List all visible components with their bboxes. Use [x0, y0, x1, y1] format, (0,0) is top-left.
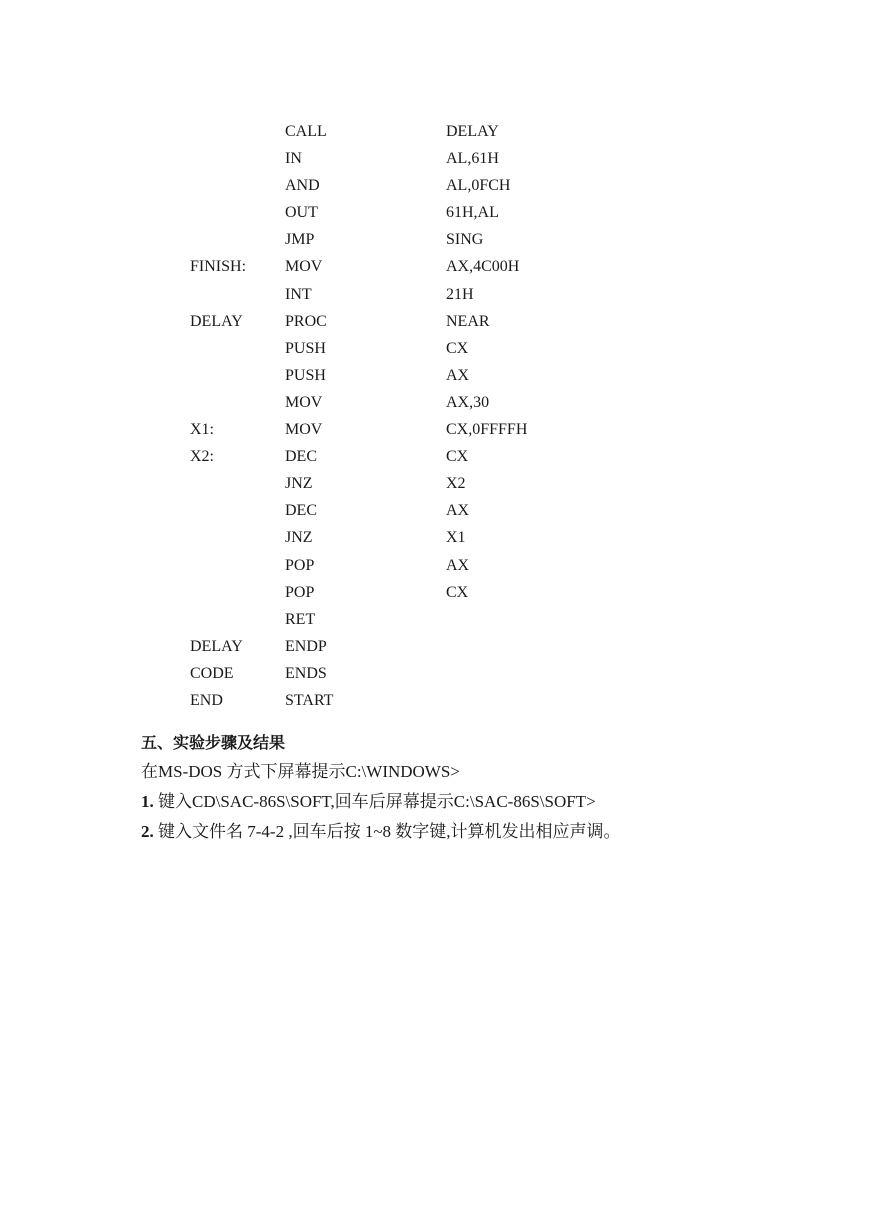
section-heading: 五、实验步骤及结果 [141, 733, 286, 752]
code-label: X2: [190, 448, 214, 466]
code-mnemonic: AND [285, 177, 320, 195]
code-operand: AX,30 [446, 393, 490, 411]
step-text: 键入文件名 7-4-2 ,回车后按 1~8 数字键,计算机发出相应声调。 [153, 822, 621, 841]
code-operand: CX [446, 448, 469, 466]
code-label: DELAY [190, 637, 243, 655]
step-number: 1. [141, 792, 154, 811]
code-operand: CX [446, 583, 469, 601]
code-operand: X1 [446, 529, 466, 547]
code-mnemonic: IN [285, 150, 302, 168]
code-line [0, 579, 869, 606]
code-mnemonic: CALL [285, 123, 327, 140]
code-mnemonic: PROC [285, 312, 327, 330]
instruction-step [141, 789, 596, 815]
code-label: DELAY [190, 312, 243, 330]
code-line [0, 308, 869, 335]
code-mnemonic: JNZ [285, 529, 313, 547]
instruction-line [141, 759, 460, 785]
code-line [0, 606, 869, 633]
code-operand: DELAY [446, 123, 499, 140]
code-mnemonic: DEC [285, 448, 317, 466]
instruction-step [141, 819, 621, 845]
code-operand: 21H [446, 285, 474, 303]
code-operand: CX,0FFFFH [446, 421, 528, 439]
code-operand: 61H,AL [446, 204, 499, 222]
code-line [0, 660, 869, 687]
step-text: 键入CD\SAC-86S\SOFT,回车后屏幕提示C:\SAC-86S\SOFT> [153, 792, 596, 811]
code-line [0, 470, 869, 497]
code-label: CODE [190, 664, 234, 682]
code-mnemonic: PUSH [285, 339, 326, 357]
code-line [0, 253, 869, 280]
code-mnemonic: ENDP [285, 637, 327, 655]
code-mnemonic: POP [285, 556, 315, 574]
code-line [0, 145, 869, 172]
code-label: FINISH: [190, 258, 247, 276]
code-label: X1: [190, 421, 214, 439]
code-mnemonic: JMP [285, 231, 315, 249]
code-mnemonic: INT [285, 285, 312, 303]
code-label: END [190, 691, 223, 709]
code-line [0, 118, 869, 145]
code-mnemonic: JNZ [285, 475, 313, 493]
code-operand: AL,61H [446, 150, 499, 168]
code-line [0, 443, 869, 470]
code-mnemonic: RET [285, 610, 316, 628]
code-mnemonic: ENDS [285, 664, 327, 682]
code-line [0, 362, 869, 389]
code-operand: AX [446, 502, 470, 520]
code-operand: AL,0FCH [446, 177, 511, 195]
code-line [0, 552, 869, 579]
code-line [0, 335, 869, 362]
code-operand: NEAR [446, 312, 490, 330]
code-line [0, 687, 869, 714]
code-line [0, 281, 869, 308]
code-line [0, 199, 869, 226]
code-operand: CX [446, 339, 469, 357]
step-text: 在MS-DOS 方式下屏幕提示C:\WINDOWS> [141, 762, 460, 781]
code-line [0, 416, 869, 443]
code-mnemonic: MOV [285, 421, 323, 439]
code-line [0, 226, 869, 253]
code-line [0, 633, 869, 660]
code-operand: AX [446, 556, 470, 574]
code-operand: SING [446, 231, 484, 249]
code-line [0, 172, 869, 199]
code-mnemonic: DEC [285, 502, 317, 520]
assembly-code-listing [0, 118, 869, 714]
code-line [0, 389, 869, 416]
code-mnemonic: MOV [285, 258, 323, 276]
code-mnemonic: POP [285, 583, 315, 601]
code-operand: AX [446, 366, 470, 384]
code-line [0, 497, 869, 524]
code-operand: X2 [446, 475, 466, 493]
code-mnemonic: OUT [285, 204, 318, 222]
code-mnemonic: MOV [285, 393, 323, 411]
code-line [0, 524, 869, 551]
step-number: 2. [141, 822, 154, 841]
code-mnemonic: PUSH [285, 366, 326, 384]
code-operand: AX,4C00H [446, 258, 520, 276]
code-mnemonic: START [285, 691, 334, 709]
